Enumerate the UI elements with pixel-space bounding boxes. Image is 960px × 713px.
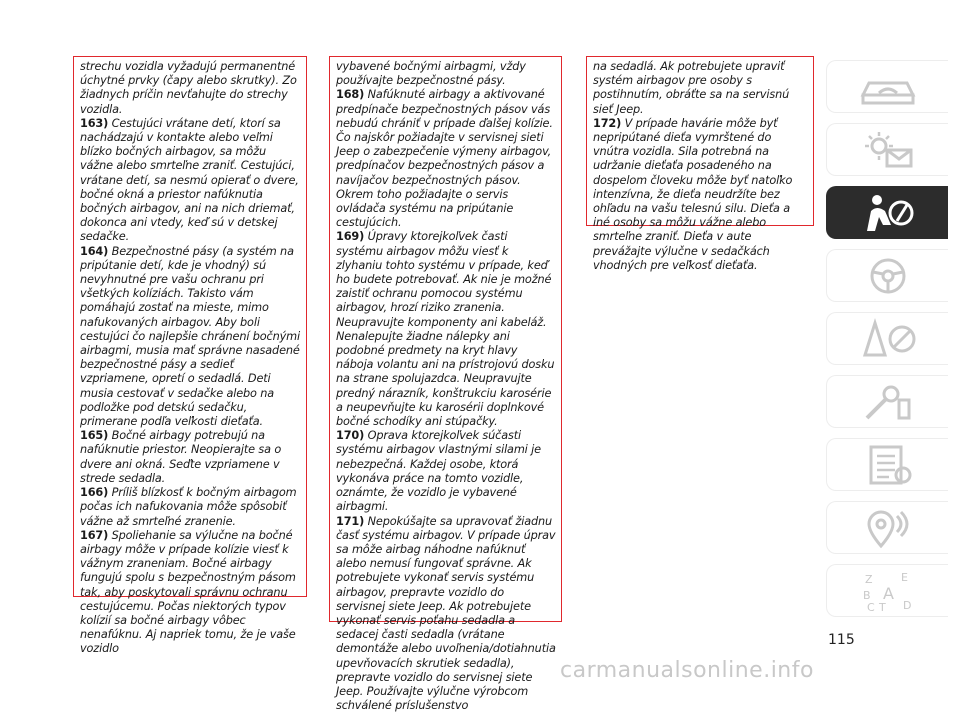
warning-text: strechu vozidla vyžadujú permanentné úchytné prvky (čapy alebo skrutky). Zo žiadnych príčin nevťahujte do strechy vozidla. <box>80 60 297 116</box>
warning-number: 167) <box>80 529 108 542</box>
warning-text: na sedadlá. Ak potrebujete upraviť systém airbagov pre osoby s postihnutím, obráťte sa na servisnú sieť Jeep. <box>593 60 789 116</box>
warning-number: 166) <box>80 486 108 499</box>
warning-text: Oprava ktorejkoľvek súčasti systému airbagov vlastnými silami je nebezpečná. Každej osobe, ktorá vykonáva práce na tomto vozidle, oznámte, že vozidlo je vybavené airbagmi. <box>336 429 541 513</box>
index-letter: B <box>863 589 871 602</box>
starting-driving-icon <box>857 254 919 298</box>
index-letter: E <box>901 571 908 584</box>
warning-paragraph <box>336 230 556 429</box>
airbag-safety-icon <box>857 191 919 235</box>
warning-paragraph <box>336 429 556 514</box>
warning-column-1 <box>73 56 307 597</box>
warning-text: Bočné airbagy potrebujú na nafúknutie priestor. Neopierajte sa o dvere ani okná. Seďte vzpriamene v strede sedadla. <box>80 429 281 485</box>
page-number: 115 <box>828 632 855 648</box>
warning-number: 168) <box>336 88 364 101</box>
warning-text: V prípade havárie môže byť nepripútané dieťa vymrštené do vnútra vozidla. Sila potrebná na udržanie dieťaťa posadeného na dospelom človeku môže byť natoľko intenzívna, že dieťa neudržíte bez ohľadu na vašu telesnú silu. Dieťa a iné osoby sa môžu vážne alebo smrteľne zraniť. Dieťa v aute prevážajte výlučne v sedačkách vhodných pre veľkosť dieťaťa. <box>593 117 792 272</box>
warning-paragraph <box>80 529 301 657</box>
watermark: carmanualsonline.info <box>560 658 814 683</box>
multimedia-icon <box>857 506 919 550</box>
warning-paragraph <box>593 60 808 117</box>
warning-text: Bezpečnostné pásy (a systém na pripútanie detí, kde je vhodný) sú nevyhnutné pre vašu ochranu pri všetkých kolíziách. Takisto vám pomáhajú zostať na mieste, mimo nafukovaných airbagov. Aby boli cestujúci čo najlepšie chránení bočnými airbagmi, musia mať správne nasadené bezpečnostné pásy a sedieť vzpriamene, opretí o sedadlá. Deti musia cestovať v sedačke alebo na podložke pod detskú sedačku, primerane podľa veľkosti dieťaťa. <box>80 245 300 428</box>
index-letter: Z <box>865 573 873 586</box>
tab-starting-driving[interactable] <box>826 249 948 302</box>
warning-number: 164) <box>80 245 108 258</box>
tab-index[interactable] <box>826 564 948 617</box>
tab-warning-lights[interactable] <box>826 123 948 176</box>
warning-paragraph <box>336 60 556 88</box>
warning-text: Nepokúšajte sa upravovať žiadnu časť systému airbagov. V prípade úprav sa môže airbag náhodne nafúknuť alebo nemusí fungovať správne. Ak potrebujete vykonať servis systému airbagov, prepravte vozidlo do servisnej siete Jeep. Ak potrebujete vykonať servis poťahu sedadla a sedacej časti sedadla (vrátane demontáže alebo uvoľnenia/dotiahnutia upevňovacích skrutiek sedadla), prepravte vozidlo do servisnej siete Jeep. Používajte výlučne výrobcom schválené príslušenstvo <box>336 515 556 713</box>
warning-number: 170) <box>336 429 364 442</box>
warning-text: Úpravy ktorejkoľvek časti systému airbagov môžu viesť k zlyhaniu tohto systému v prípade, keď ho budete potrebovať. Ak nie je možné zaistiť ochranu pomocou systému airbagov, hrozí riziko zranenia. Neupravujte komponenty ani kabeláž. Nenalepujte žiadne nálepky ani podobné predmety na kryt hlavy nábоja volantu ani na prístrojovú dosku na strane spolujazdca. Neupravujte predný nárazník, konštrukciu karosérie a neupevňujte ku karosérii doplnkové bočné schodíky ani stúpačky. <box>336 230 554 428</box>
tab-dashboard[interactable] <box>826 60 948 113</box>
tab-maintenance[interactable] <box>826 375 948 428</box>
warning-text: Príliš blízkosť k bočným airbagom počas ich nafukovania môže spôsobiť vážne až smrteľné zranenie. <box>80 486 297 527</box>
index-letter: T <box>878 601 886 613</box>
warning-text: vybavené bočnými airbagmi, vždy používajte bezpečnostné pásy. <box>336 60 526 87</box>
tab-emergency[interactable] <box>826 312 948 365</box>
tab-multimedia[interactable] <box>826 501 948 554</box>
warning-paragraph <box>336 515 556 713</box>
warning-paragraph <box>80 245 301 430</box>
tab-safety[interactable] <box>826 186 948 239</box>
warning-number: 169) <box>336 230 364 243</box>
emergency-triangle-icon <box>857 317 919 361</box>
warning-paragraph <box>80 60 301 117</box>
chapter-tabs <box>826 60 948 627</box>
warning-text: Spoliehanie sa výlučne na bočné airbagy môže v prípade kolízie viesť k vážnym zraneniam. Bočné airbagy fungujú spolu s bezpečnostným pásom tak, aby poskytovali správnu ochranu cestujúcemu. Počas niektorých typov kolízií sa bočné airbagy vôbec nenafúknu. Aj napriek tomu, že je vaše vozidlo <box>80 529 296 656</box>
warning-number: 165) <box>80 429 108 442</box>
warning-paragraph <box>80 486 301 529</box>
maintenance-icon <box>857 380 919 424</box>
index-letter: D <box>903 599 911 612</box>
technical-data-icon <box>857 443 919 487</box>
warning-lights-icon <box>857 128 919 172</box>
warning-paragraph <box>80 429 301 486</box>
warning-number: 163) <box>80 117 108 130</box>
warning-text: Nafúknuté airbagy a aktivované predpínače bezpečnostných pásov vás nebudú chrániť v prípade ďalšej kolízie. Čo najskôr požiadajte v servisnej sieti Jeep o zabezpečenie výmeny airbagov, predpínačov bezpečnostných pásov a navíjačov bezpečnostných pásov. Okrem toho požiadajte o servis ovládača systému na pripútanie cestujúcich. <box>336 88 553 229</box>
warning-column-2 <box>329 56 562 622</box>
warning-number: 171) <box>336 515 364 528</box>
warning-column-3 <box>586 56 814 226</box>
warning-paragraph <box>336 88 556 230</box>
warning-paragraph <box>593 117 808 273</box>
index-letter: C <box>867 601 875 613</box>
warning-number: 172) <box>593 117 621 130</box>
warning-paragraph <box>80 117 301 245</box>
index-icon <box>857 569 919 613</box>
warning-text: Cestujúci vrátane detí, ktorí sa nachádzajú v kontakte alebo veľmi blízko bočných airbagov, sa môžu vážne alebo smrteľne zraniť. Cestujúci, vrátane detí, sa nesmú opierať o dvere, bočné okná a priestor nafúknutia bočných airbagov, ani na nich driemať, dokonca ani vtedy, keď sú v detskej sedačke. <box>80 117 299 244</box>
tab-technical-data[interactable] <box>826 438 948 491</box>
car-dashboard-icon <box>857 65 919 109</box>
index-letter: A <box>883 584 894 603</box>
